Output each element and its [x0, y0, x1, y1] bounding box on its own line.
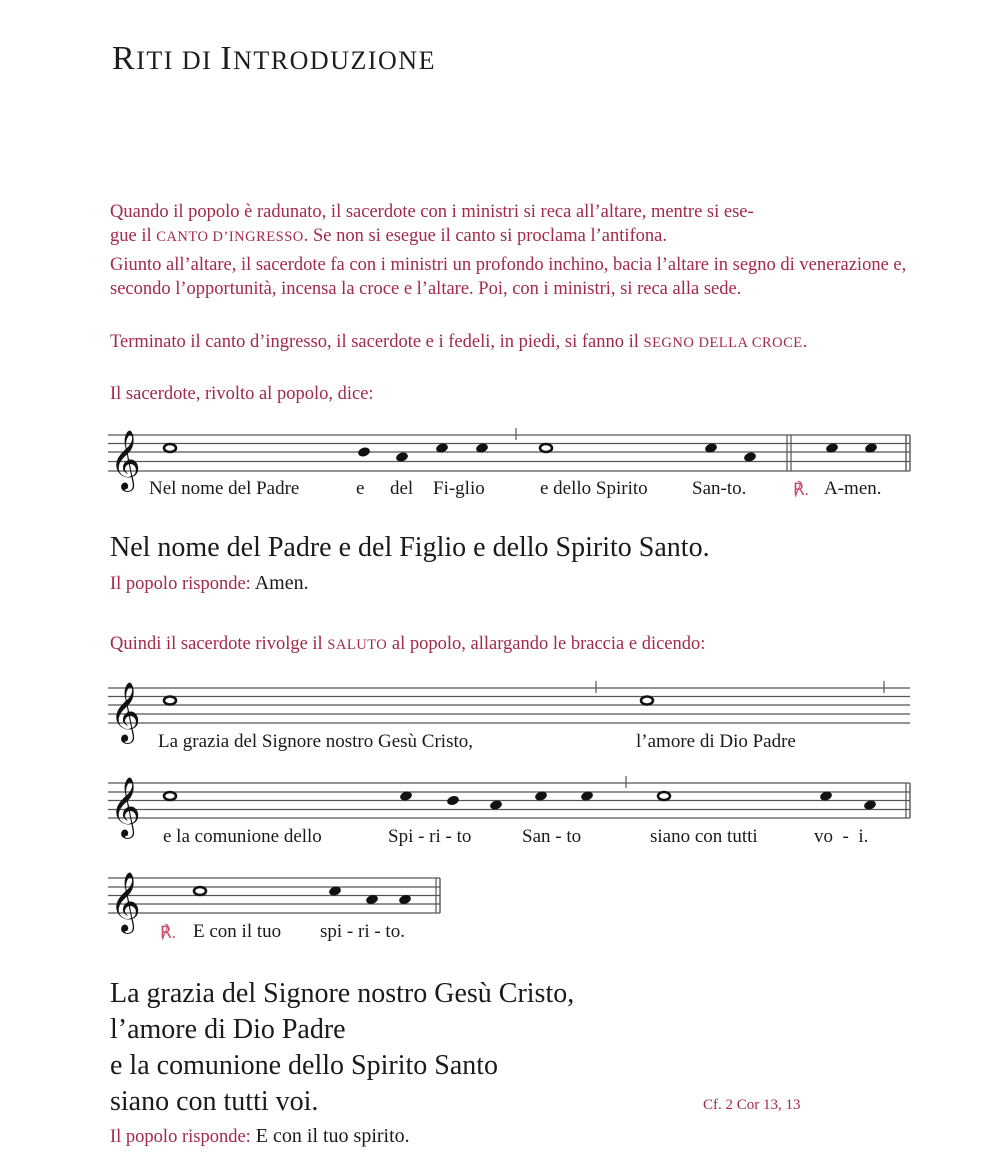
lyric: Fi-glio — [433, 478, 485, 499]
scripture-citation: Cf. 2 Cor 13, 13 — [703, 1097, 801, 1113]
lyric: Nel nome del Padre — [149, 478, 300, 499]
lyric: e — [356, 478, 365, 499]
lyric: del — [390, 478, 414, 499]
response-symbol: ℟. — [160, 923, 176, 942]
svg-text:𝄞: 𝄞 — [110, 682, 141, 742]
rubric-entrance: Quando il popolo è radunato, il sacerdote con i ministri si reca all’altare, mentre si ese- gue il CANTO D’INGRESSO. Se non si esegue il canto si proclama l’antifona. — [110, 202, 754, 246]
lyric: l’amore di Dio Padre — [636, 731, 796, 752]
spoken-greeting: La grazia del Signore nostro Gesù Cristo, l’amore di Dio Padre e la comunione dello Spirito Santo siano con tutti voi. — [110, 978, 575, 1117]
people-response: Il popolo risponde: E con il tuo spirito. — [110, 1125, 410, 1147]
rubric-greeting: Quindi il sacerdote rivolge il SALUTO al popolo, allargando le braccia e dicendo: — [110, 634, 706, 654]
lyric: spi - ri - to. — [320, 921, 405, 942]
lyric: La grazia del Signore nostro Gesù Cristo, — [158, 731, 474, 752]
lyric: e la comunione dello — [163, 826, 322, 847]
lyric: vo - i. — [814, 826, 869, 847]
rubric-altar: Giunto all’altare, il sacerdote fa con i ministri un profondo inchino, bacia l’altare in segno di venerazione e, secondo l’opportunità, incensa la croce e l’altare. Poi, con i ministri, si reca alla sede. — [110, 255, 907, 299]
spoken-sign-of-cross: Nel nome del Padre e del Figlio e dello Spirito Santo. — [110, 532, 710, 563]
svg-text:𝄞: 𝄞 — [110, 777, 141, 837]
section-title: RITI DI INTRODUZIONE — [112, 40, 436, 77]
svg-text:𝄞: 𝄞 — [110, 872, 141, 932]
lyric: San-to. — [692, 478, 747, 499]
lyric: siano con tutti — [650, 826, 758, 847]
rubric-priest-says: Il sacerdote, rivolto al popolo, dice: — [110, 384, 374, 404]
response-symbol: ℟. — [793, 480, 809, 499]
svg-text:𝄞: 𝄞 — [110, 430, 141, 490]
people-response: Il popolo risponde: Amen. — [110, 572, 309, 594]
lyric: San - to — [522, 826, 582, 847]
lyric: A-men. — [824, 478, 882, 499]
lyric: Spi - ri - to — [388, 826, 472, 847]
lyric: e dello Spirito — [540, 478, 648, 499]
lyric: E con il tuo — [193, 921, 282, 942]
rubric-sign-of-cross: Terminato il canto d’ingresso, il sacerdote e i fedeli, in piedi, si fanno il SEGNO DELLA CROCE. — [110, 332, 808, 352]
